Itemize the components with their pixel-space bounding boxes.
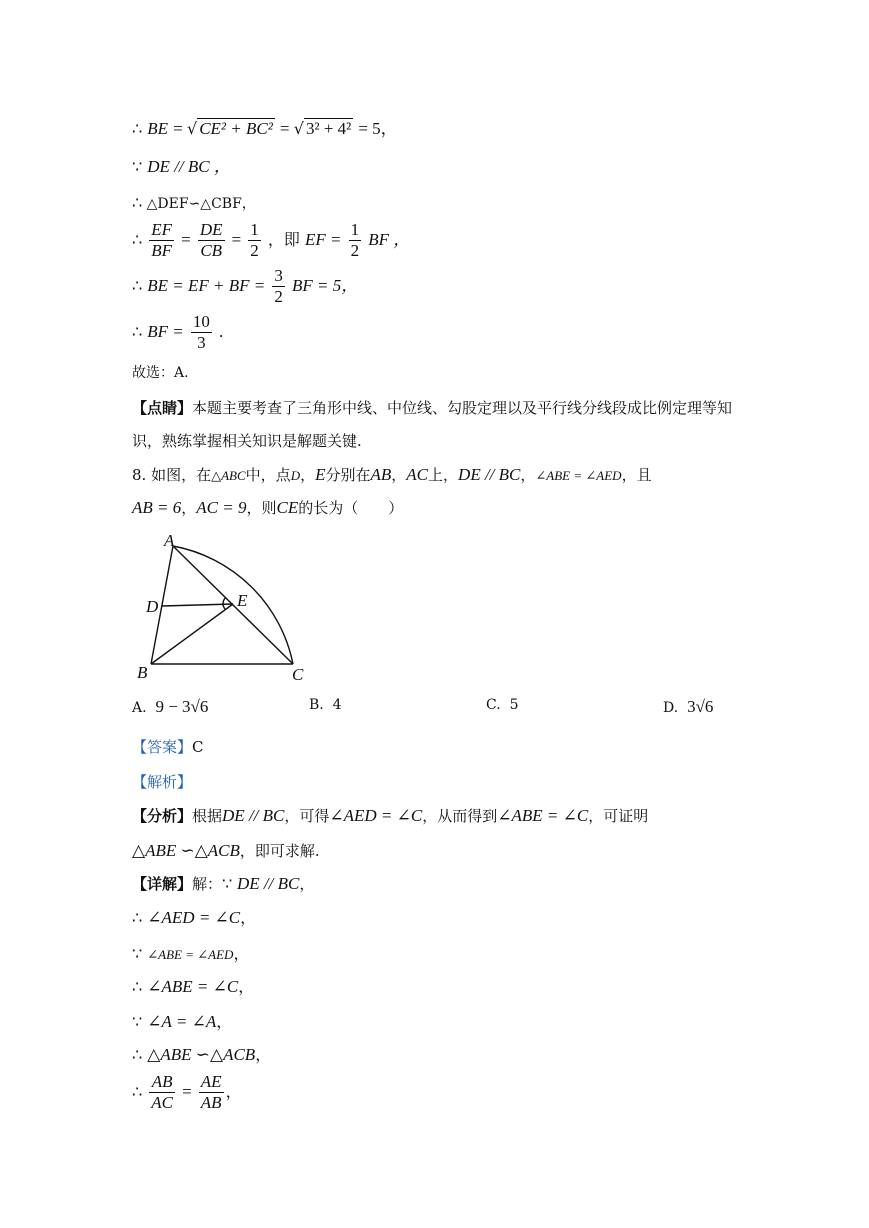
detail-line-6: ∴ △ABE ∽△ACB， [132, 1045, 272, 1064]
math-text: . [218, 322, 224, 341]
fraction: $\frac{DE}{CB}$ [199, 220, 223, 260]
answer-value: C [192, 738, 204, 756]
detail-line-3: ∵ ∠ABE = ∠AED， [132, 944, 250, 963]
point-label-B: B [137, 663, 148, 682]
comment-tag: 【点睛】 [132, 399, 193, 417]
math-text: BE = EF + BF = [147, 276, 266, 295]
option-b[interactable]: B. 4 [309, 697, 342, 713]
result: = 5， [358, 119, 398, 138]
math-text: BF = [147, 322, 184, 341]
therefore-symbol: ∴ [132, 322, 143, 341]
segment-BE [151, 604, 233, 664]
detail-line-7: ∴ $\frac{AB}{AC}$ = $\frac{AE}{AB}$ ， [132, 1072, 242, 1112]
math-text: DE // BC ， [147, 157, 231, 176]
question-number: 8. [132, 466, 147, 484]
detail-line-4: ∴ ∠ABE = ∠C， [132, 977, 255, 996]
fraction: $\frac{1}{2}$ [250, 220, 259, 260]
detail-line-2: ∴ ∠AED = ∠C， [132, 908, 257, 927]
math-text: BF = 5， [291, 276, 359, 295]
math-text: EF = [305, 230, 342, 249]
fraction: $\frac{10}{3}$ [192, 312, 210, 352]
math-lhs: BE [147, 119, 169, 138]
option-value: 4 [332, 697, 342, 713]
triangle-label: △ABC [211, 468, 246, 483]
detail-line-5: ∵ ∠A = ∠A， [132, 1012, 233, 1031]
option-value: 9 − 3√6 [155, 697, 209, 716]
connective-text: ，即 [267, 230, 300, 249]
angle-condition: ∠ABE = ∠AED [535, 468, 622, 483]
option-value: 5 [509, 697, 519, 713]
point-label-A: A [164, 531, 175, 550]
because-symbol: ∵ [132, 157, 143, 176]
fenxi-tag: 【分析】 [132, 807, 193, 825]
answer-line [132, 736, 204, 758]
sqrt-expression-2: √ 3² + 4² [293, 119, 352, 138]
option-a[interactable]: A. 9 − 3√6 [132, 697, 209, 716]
question-line-1: 8. 如图，在△ABC中，点D，E分别在AB，AC上，DE // BC，∠ABE = ∠AED，且 [132, 465, 652, 484]
analysis-tag: 【解析】 [132, 773, 193, 791]
math-text: BF ， [368, 230, 411, 249]
fraction: $\frac{1}{2}$ [350, 220, 360, 260]
option-d[interactable]: D. 3√6 [663, 697, 714, 716]
solution-step-4: ∴ $\frac{EF}{BF}$ = $\frac{DE}{CB}$ = $\frac{1}{2}$ ，即 EF = $\frac{1}{2}$ BF ， [132, 220, 411, 260]
fraction: $\frac{EF}{BF}$ [151, 220, 173, 260]
detail-tag: 【详解】 [132, 875, 193, 893]
fraction: $\frac{3}{2}$ [274, 266, 283, 306]
radicand: CE² + BC² [199, 119, 273, 138]
fraction: $\frac{AE}{AB}$ [200, 1072, 222, 1112]
similar-triangles-text: △DEF∽△CBF， [146, 196, 256, 212]
therefore-symbol: ∴ [132, 276, 143, 295]
comment-text: 本题主要考查了三角形中线、中位线、勾股定理以及平行线分线段成比例定理等知 [192, 399, 733, 417]
point-label-E: E [237, 591, 248, 610]
sqrt-expression-1: √ CE² + BC² [187, 119, 273, 138]
answer-tag: 【答案】 [132, 738, 193, 756]
fenxi-line-1: 【分析】根据DE // BC，可得∠AED = ∠C，从而得到∠ABE = ∠C，可证明 [132, 806, 649, 825]
fenxi-line-2: △ABE ∽△ACB，即可求解. [132, 841, 320, 860]
comment-line-2: 识，熟练掌握相关知识是解题关键. [132, 432, 362, 450]
question-line-2: AB = 6，AC = 9，则CE的长为（ ） [132, 498, 404, 517]
fraction: $\frac{AB}{AC}$ [151, 1072, 174, 1112]
therefore-symbol: ∴ [132, 119, 143, 138]
angle-mark-E [223, 598, 225, 609]
option-c[interactable]: C. 5 [486, 697, 519, 713]
solution-step-1: ∴ BE = √ CE² + BC² = √ 3² + 4² = 5， [132, 119, 398, 138]
target-segment: CE [276, 498, 299, 517]
option-value: 3√6 [687, 697, 714, 716]
analysis-line [132, 771, 192, 793]
radicand: 3² + 4² [305, 119, 352, 138]
choice-text: 故选：A. [132, 365, 189, 381]
parallel-condition: DE // BC [458, 465, 521, 484]
detail-line-1: 【详解】解：∵ DE // BC， [132, 874, 315, 893]
therefore-symbol: ∴ [132, 193, 143, 212]
therefore-symbol: ∴ [132, 230, 143, 249]
point-label-D: D [146, 597, 159, 616]
point-label-C: C [292, 665, 304, 684]
answer-options [0, 697, 869, 723]
